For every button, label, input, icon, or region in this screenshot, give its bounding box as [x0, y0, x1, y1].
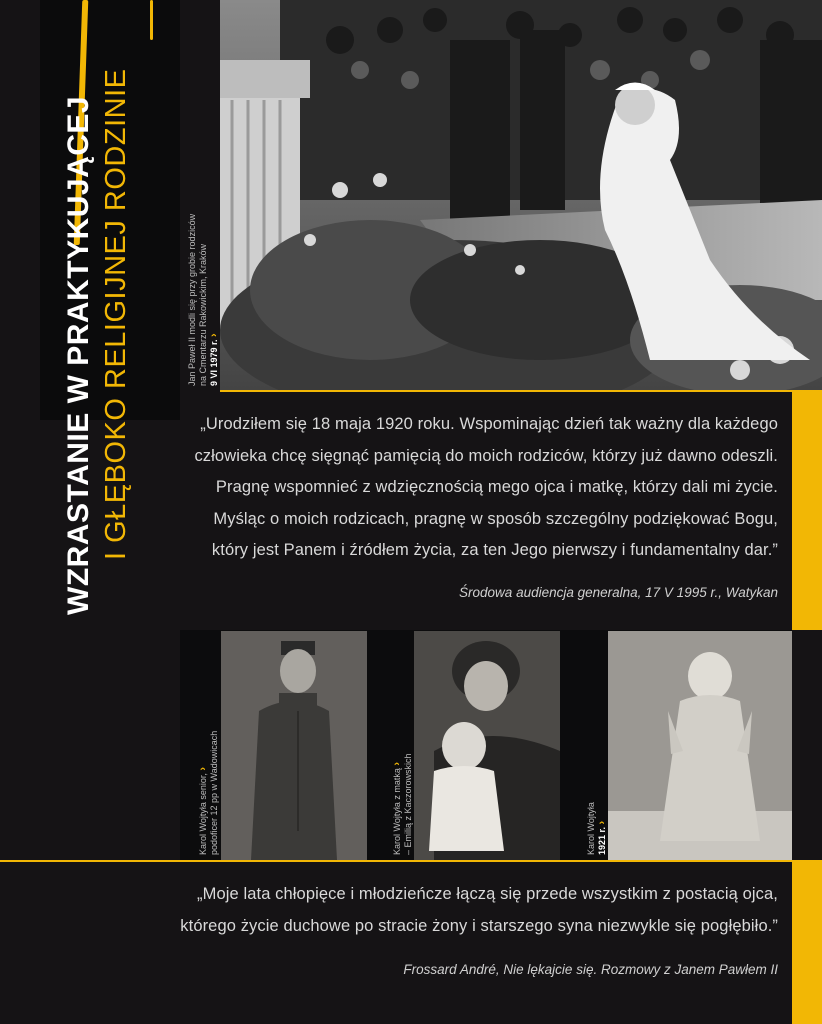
photo-caption-father — [198, 731, 220, 855]
quote-line: „Urodziłem się 18 maja 1920 roku. Wspominając dzień tak ważny dla każdego — [200, 415, 778, 433]
photo-karol-with-mother — [414, 631, 560, 860]
quote-boyhood — [60, 879, 778, 942]
photo-caption-mother — [392, 753, 414, 855]
quote-birth — [150, 409, 778, 567]
caption-line: podoficer 12 pp w Wadowicach — [209, 730, 219, 855]
photo-caption-baby — [586, 802, 608, 855]
caption-line: Karol Wojtyła z matką › — [391, 761, 403, 855]
quote-line: człowieka chcę sięgnąć pamięcią do moich rodziców, którzy już dawno odeszli. — [194, 446, 778, 465]
chevron-right-icon: › — [596, 820, 608, 825]
page-title — [42, 40, 162, 620]
photo-karol-baby-1921 — [608, 631, 792, 860]
caption-line: – Emilią z Kaczorowskich — [403, 753, 413, 855]
quote-source: Frossard André, Nie lękajcie się. Rozmowy z Janem Pawłem II — [403, 962, 778, 977]
caption-line: Karol Wojtyła senior, › — [197, 766, 209, 855]
caption-date: 1921 r. — [597, 826, 607, 855]
accent-rule — [220, 390, 822, 392]
quote-line: który jest Panem i źródłem życia, za ten Jego pierwszy i fundamentalny dar.” — [211, 541, 778, 559]
top-photo-caption — [187, 214, 220, 386]
title-line-main: WZRASTANIE W PRAKTYKUJĄCEJ — [62, 95, 95, 615]
caption-line: Jan Paweł II modli się przy grobie rodziców — [187, 213, 197, 386]
accent-bar — [792, 392, 822, 630]
photo-pope-praying-at-grave — [220, 0, 822, 390]
quote-line: Pragnę wspomnieć z wdzięcznością mego ojca i matkę, którzy dali mi życie. — [215, 478, 778, 496]
title-line-sub: I GŁĘBOKO RELIGIJNEJ RODZINIE — [100, 68, 132, 560]
accent-rule — [0, 860, 822, 862]
quote-line: Myśląc o moich rodzicach, pragnę w sposób szczególny podziękować Bogu, — [213, 509, 778, 528]
quote-line: „Moje lata chłopięce i młodzieńcze łączą się przede wszystkim z postacią ojca, — [197, 885, 778, 903]
quote-source: Środowa audiencja generalna, 17 V 1995 r., Watykan — [459, 585, 778, 600]
chevron-right-icon: › — [197, 766, 209, 771]
accent-bar — [792, 862, 822, 1024]
chevron-right-icon: › — [391, 761, 403, 766]
caption-line: na Cmentarzu Rakowickim, Kraków — [198, 243, 208, 386]
photo-karol-wojtyla-senior — [221, 631, 367, 860]
caption-date: 9 VI 1979 r. — [209, 339, 219, 386]
quote-line: którego życie duchowe po stracie żony i starszego syna niezwykle się pogłębiło.” — [180, 916, 778, 935]
chevron-right-icon: › — [208, 333, 220, 337]
caption-line: Karol Wojtyła — [586, 802, 596, 855]
brush-stroke-decoration — [150, 0, 153, 40]
